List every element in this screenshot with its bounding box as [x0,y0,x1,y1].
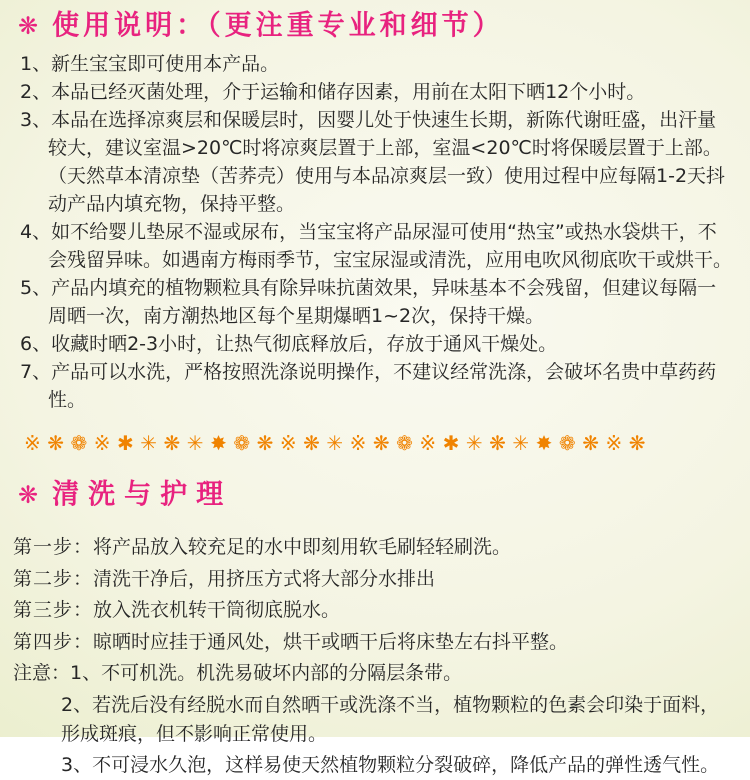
care-notes [13,659,732,780]
step-3-text: 放入洗衣机转干筒彻底脱水。 [93,599,341,621]
usage-list [20,50,732,414]
note-2: 2、若洗后没有经脱水而自然晒干或洗涤不当，植物颗粒的色素会印染于面料，形成斑痕，但不影响正常使用。 [61,693,720,745]
step-1-label: 第一步： [13,536,94,558]
wash-steps [13,533,732,657]
flower-icon: ❋ [18,481,39,509]
usage-item-6: 6、收藏时晒2-3小时，让热气彻底释放后，存放于通风干燥处。 [20,333,558,355]
step-4-label: 第四步： [13,630,94,653]
step-2-text: 清洗干净后，用挤压方式将大部分水排出 [93,567,436,590]
step-2 [13,565,732,594]
step-2-label: 第二步： [13,567,94,590]
notes-label: 注意： [13,662,71,684]
wash-care-title: 清洗与护理 [52,478,233,511]
usage-item-3: 3、本品在选择凉爽层和保暖层时，因婴儿处于快速生长期，新陈代谢旺盛，出汗量较大，建议室温>20℃时将凉爽层置于上部，室温<20℃时将保暖层置于上部。（天然草本清凉垫（苦荞壳）使用与本品凉爽层一致）使用过程中应每隔1-2天抖动产品内填充物，保持平整。 [20,109,726,215]
usage-instructions-heading [18,0,732,42]
usage-item-1: 1、新生宝宝即可使用本产品。 [20,53,280,75]
step-4-text: 晾晒时应挂于通风处，烘干或晒干后将床垫左右抖平整。 [93,630,569,653]
step-4 [13,628,732,657]
usage-item-4: 4、如不给婴儿垫尿不湿或尿布，当宝宝将产品尿湿可使用“热宝”或热水袋烘干，不会残留异味。如遇南方梅雨季节，宝宝尿湿或清洗，应用电吹风彻底吹干或烘干。 [20,221,733,271]
note-1-text: 1、不可机洗。机洗易破坏内部的分隔层条带。 [70,662,463,684]
ornament-divider: ※❋❁※✱✳❋✳✸❁❋※❋✳※❋❁※✱✳❋✳✸❁❋※❋ [24,431,652,455]
usage-item-5: 5、产品内填充的植物颗粒具有除异味抗菌效果，异味基本不会残留，但建议每隔一周晒一次，南方潮热地区每个星期爆晒1~2次，保持干燥。 [20,277,717,327]
usage-item-2: 2、本品已经灭菌处理，介于运输和储存因素，用前在太阳下晒12个小时。 [20,81,646,103]
step-1 [13,533,732,562]
usage-instructions-title: 使用说明：（更注重专业和细节） [52,9,504,42]
step-3 [13,596,732,625]
usage-item-7: 7、产品可以水洗，严格按照洗涤说明操作，不建议经常洗涤，会破坏名贵中草药药性。 [20,361,717,411]
wash-care-heading [18,469,732,511]
step-3-label: 第三步： [13,599,94,621]
note-1 [13,659,732,688]
note-3: 3、不可浸水久泡，这样易使天然植物颗粒分裂破碎，降低产品的弹性透气性。 [61,754,720,776]
step-1-text: 将产品放入较充足的水中即刻用软毛刷轻轻刷洗。 [93,536,512,558]
flower-icon: ❋ [18,12,39,40]
